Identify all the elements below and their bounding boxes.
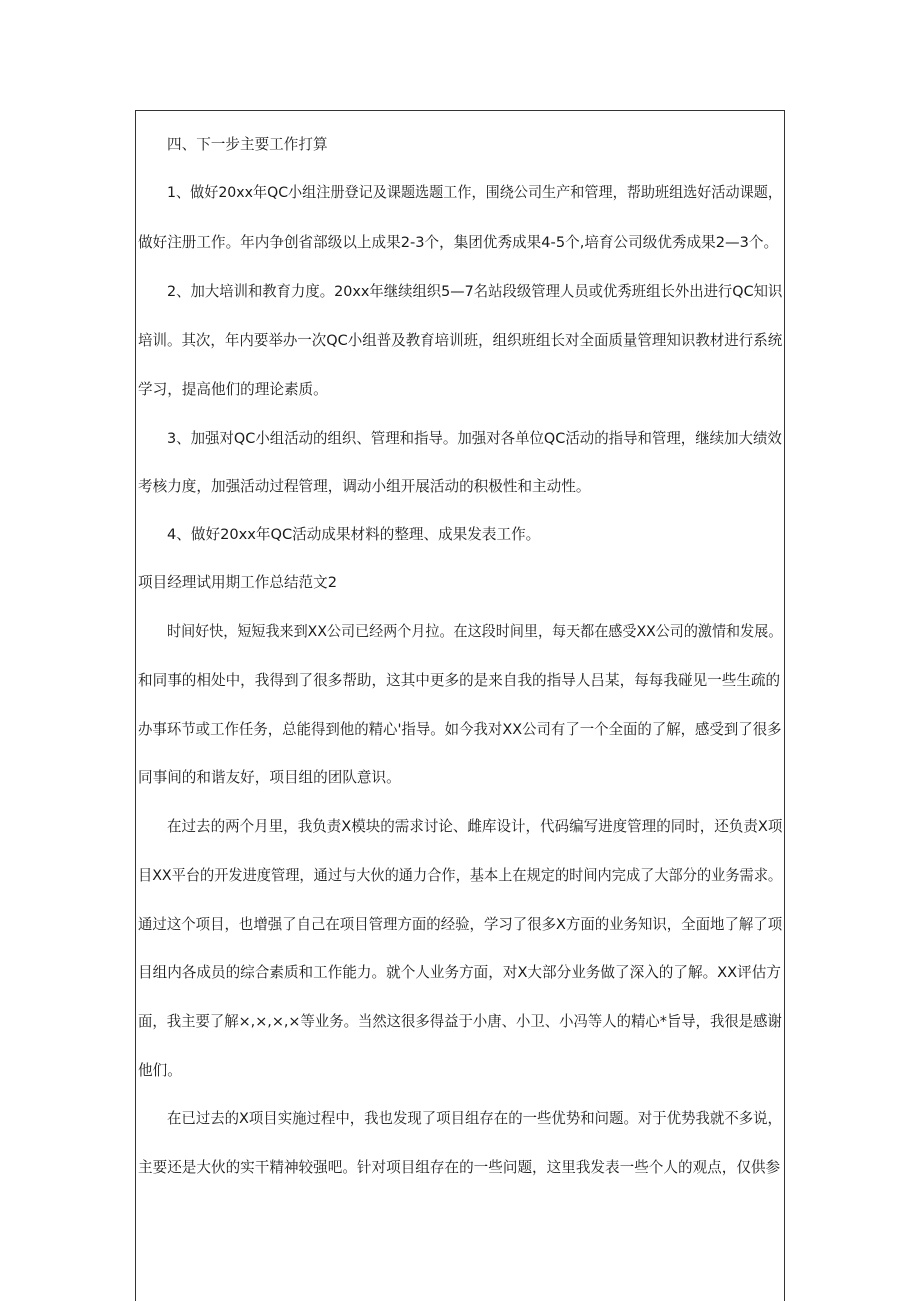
paragraph-line: 2、加大培训和教育力度。20xx年继续组织5—7名站段级管理人员或优秀班组长外出进行QC知识 xyxy=(167,283,783,300)
paragraph-line: 学习，提高他们的理论素质。 xyxy=(138,381,328,398)
paragraph-line: 4、做好20xx年QC活动成果材料的整理、成果发表工作。 xyxy=(167,526,541,543)
paragraph-line: 在已过去的X项目实施过程中，我也发现了项目组存在的一些优势和问题。对于优势我就不多说， xyxy=(167,1110,782,1127)
paragraph-line: 目组内各成员的综合素质和工作能力。就个人业务方面，对X大部分业务做了深入的了解。XX评估方 xyxy=(138,964,781,981)
paragraph-line: 和同事的相处中，我得到了很多帮助，这其中更多的是来自我的指导人吕某，每每我碰见一些生疏的 xyxy=(138,672,781,689)
paragraph-line: 做好注册工作。年内争创省部级以上成果2-3个，集团优秀成果4-5个,培育公司级优秀成果2—3个。 xyxy=(138,234,779,251)
paragraph-line: 在过去的两个月里，我负责X模块的需求讨论、雌库设计，代码编写进度管理的同时，还负责X项 xyxy=(167,818,783,835)
article-title: 项目经理试用期工作总结范文2 xyxy=(138,574,338,591)
paragraph-line: 考核力度，加强活动过程管理，调动小组开展活动的积极性和主动性。 xyxy=(138,478,591,495)
paragraph-line: 培训。其次，年内要举办一次QC小组普及教育培训班，组织班组长对全面质量管理知识教材进行系统 xyxy=(138,332,783,349)
paragraph-line: 时间好快，短短我来到XX公司已经两个月拉。在这段时间里，每天都在感受XX公司的激情和发展。 xyxy=(167,623,783,640)
paragraph-line: 面，我主要了解×,×,×,×等业务。当然这很多得益于小唐、小卫、小冯等人的精心*旨导，我很是感谢 xyxy=(138,1013,782,1030)
paragraph-line: 通过这个项目，也增强了自己在项目管理方面的经验，学习了很多X方面的业务知识，全面地了解了项 xyxy=(138,916,783,933)
paragraph-line: 3、加强对QC小组活动的组织、管理和指导。加强对各单位QC活动的指导和管理，继续加大绩效 xyxy=(167,430,782,447)
section-heading: 四、下一步主要工作打算 xyxy=(167,136,328,153)
paragraph-line: 目XX平台的开发进度管理，通过与大伙的通力合作，基本上在规定的时间内完成了大部分的业务需求。 xyxy=(138,867,783,884)
paragraph-line: 主要还是大伙的实干精神较强吧。针对项目组存在的一些问题，这里我发表一些个人的观点，仅供参 xyxy=(138,1159,781,1176)
paragraph-line: 1、做好20xx年QC小组注册登记及课题选题工作，围绕公司生产和管理，帮助班组选好活动课题， xyxy=(167,184,782,201)
paragraph-line: 办事环节或工作任务，总能得到他的精心'指导。如今我对XX公司有了一个全面的了解，感受到了很多 xyxy=(138,721,782,738)
paragraph-line: 他们。 xyxy=(138,1062,182,1079)
paragraph-line: 同事间的和谐友好，项目组的团队意识。 xyxy=(138,769,401,786)
